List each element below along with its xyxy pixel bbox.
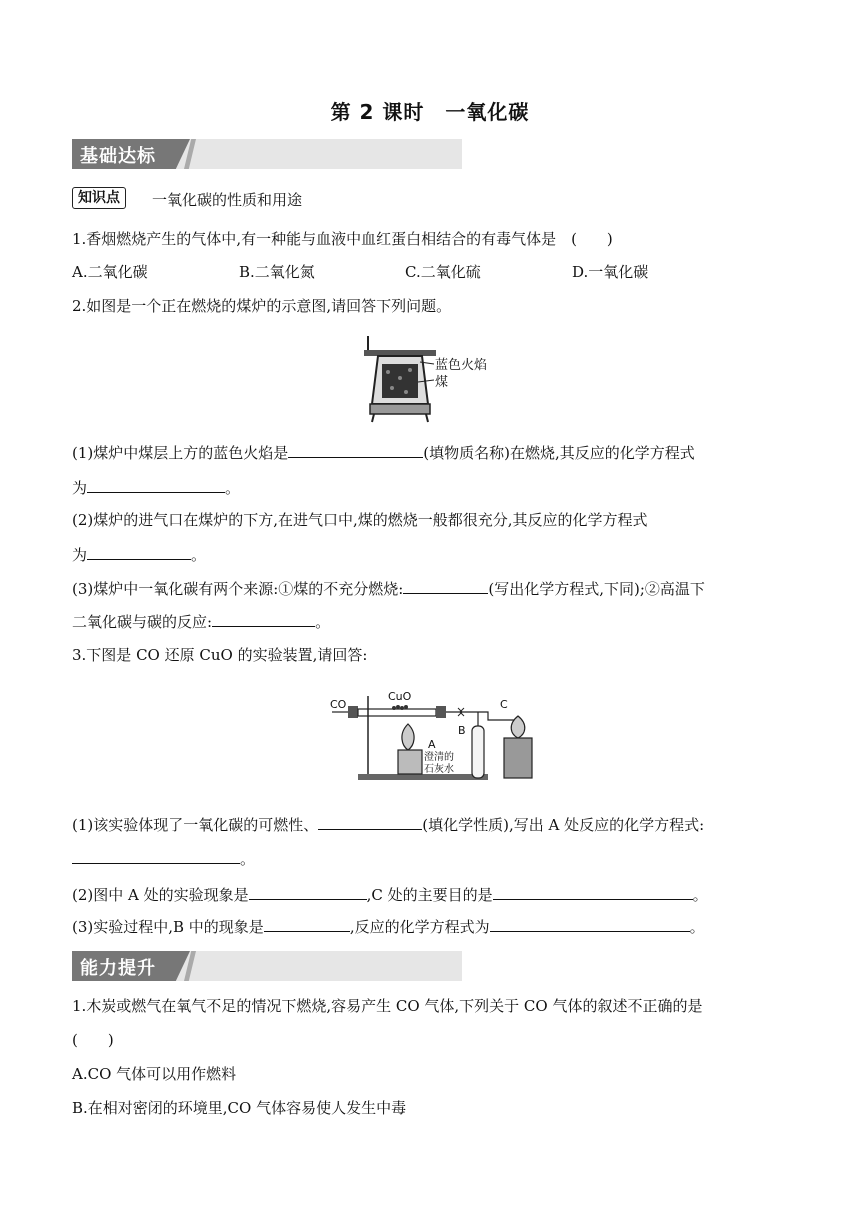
q4-paren: ( )	[72, 1031, 114, 1049]
apparatus-figure	[328, 686, 538, 786]
label-blue-flame: 蓝色火焰	[435, 358, 488, 373]
q1-option-b: B.二氧化氮	[239, 263, 315, 281]
q3-part1-line1: (1)该实验体现了一氧化碳的可燃性、 (填化学性质),写出 A 处反应的化学方程式:	[72, 816, 705, 834]
q3-part2: (2)图中 A 处的实验现象是 ,C 处的主要目的是 。	[72, 886, 708, 904]
label-cuo: CuO	[388, 690, 412, 703]
q1-option-a: A.二氧化碳	[72, 263, 148, 281]
knowledge-tag: 知识点	[72, 187, 126, 209]
q2-part2-line2: 为 。	[72, 546, 207, 564]
q1-option-c: C.二氧化硫	[405, 263, 481, 281]
q3-part1-line2: 。	[72, 848, 255, 869]
label-b: B	[458, 724, 466, 737]
q2-part3-line2: 二氧化碳与碳的反应: 。	[72, 613, 331, 631]
q2-part2-line1: (2)煤炉的进气口在煤炉的下方,在进气口中,煤的燃烧一般都很充分,其反应的化学方程式	[72, 511, 648, 529]
label-lime-1: 澄清的	[424, 752, 454, 763]
label-coal: 煤	[435, 375, 449, 390]
page-title: 第 2 课时 一氧化碳	[330, 100, 530, 124]
label-a: A	[428, 738, 436, 751]
q4-option-b: B.在相对密闭的环境里,CO 气体容易使人发生中毒	[72, 1099, 407, 1117]
section-banner-ability	[72, 951, 462, 981]
label-c: C	[500, 698, 508, 711]
q3-stem: 3.下图是 CO 还原 CuO 的实验装置,请回答:	[72, 646, 368, 664]
section-title: 基础达标	[80, 146, 156, 167]
knowledge-text: 一氧化碳的性质和用途	[152, 191, 303, 209]
q2-stem: 2.如图是一个正在燃烧的煤炉的示意图,请回答下列问题。	[72, 297, 452, 315]
q4-stem: 1.木炭或燃气在氧气不足的情况下燃烧,容易产生 CO 气体,下列关于 CO 气体的叙述不正确的是	[72, 997, 703, 1015]
q2-part1-line1: (1)煤炉中煤层上方的蓝色火焰是 (填物质名称)在燃烧,其反应的化学方程式	[72, 444, 695, 462]
stove-figure	[360, 334, 500, 424]
q2-part1-line2: 为 。	[72, 479, 241, 497]
q4-option-a: A.CO 气体可以用作燃料	[72, 1065, 237, 1083]
q3-part3: (3)实验过程中,B 中的现象是 ,反应的化学方程式为 。	[72, 918, 705, 936]
q1-stem: 1.香烟燃烧产生的气体中,有一种能与血液中血红蛋白相结合的有毒气体是 ( )	[72, 230, 613, 248]
section-banner-basic	[72, 139, 462, 169]
label-lime-2: 石灰水	[424, 764, 454, 775]
section-title: 能力提升	[80, 958, 156, 979]
label-co: CO	[330, 698, 347, 711]
q2-part3-line1: (3)煤炉中一氧化碳有两个来源:①煤的不充分燃烧: (写出化学方程式,下同);②高温下	[72, 580, 705, 598]
q1-option-d: D.一氧化碳	[572, 263, 649, 281]
